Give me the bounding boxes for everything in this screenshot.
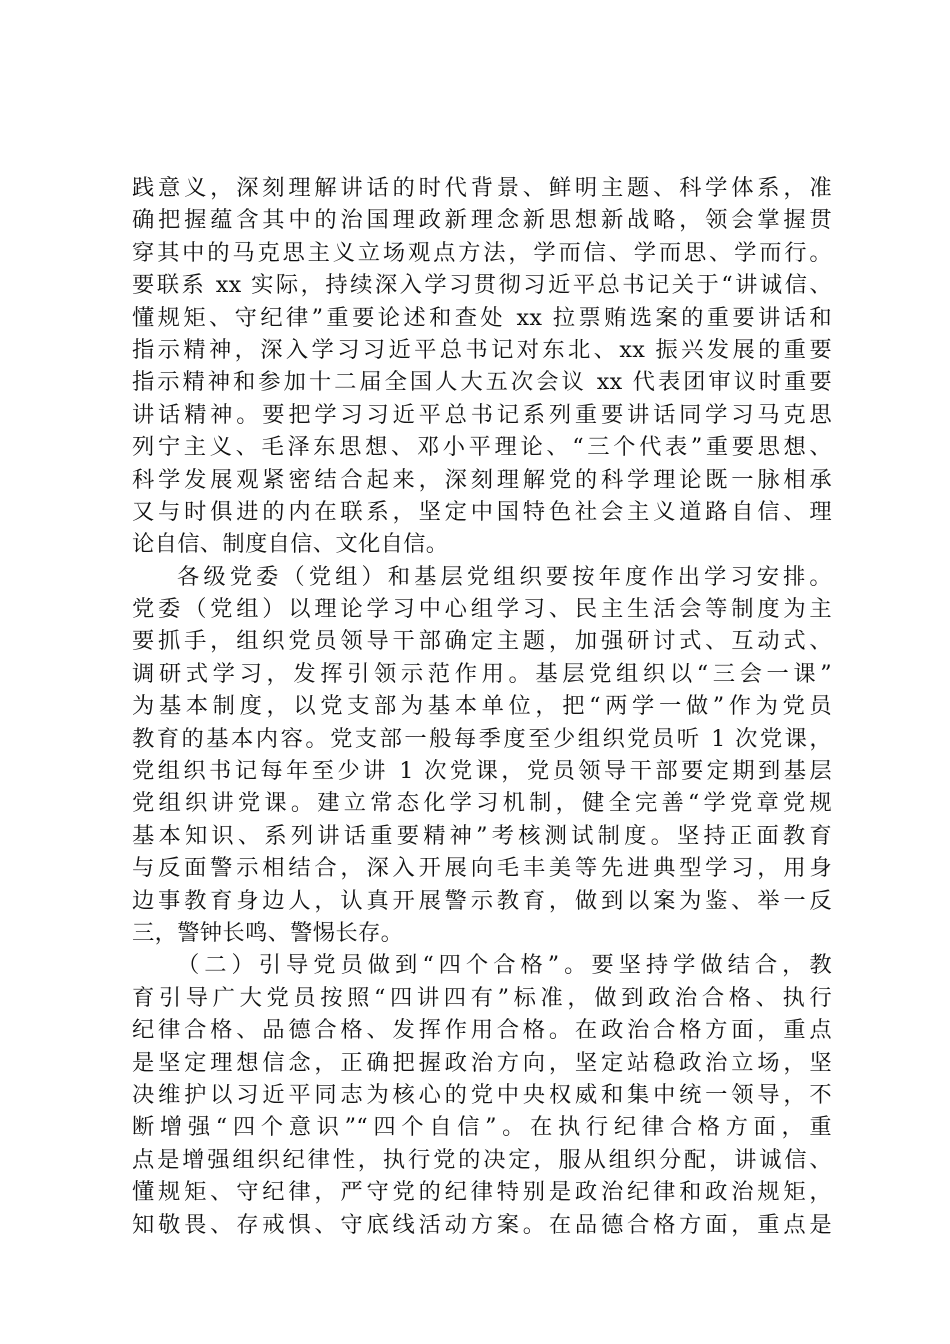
paragraph-line: 决维护以习近平同志为核心的党中央权威和集中统一领导，不 bbox=[132, 1081, 832, 1108]
paragraph-line: 与反面警示相结合，深入开展向毛丰美等先进典型学习，用身 bbox=[132, 855, 832, 882]
paragraph-line: 教育的基本内容。党支部一般每季度至少组织党员听 1 次党课， bbox=[132, 725, 832, 752]
paragraph-line: 党组织书记每年至少讲 1 次党课，党员领导干部要定期到基层 bbox=[132, 758, 832, 785]
paragraph-line: 列宁主义、毛泽东思想、邓小平理论、“三个代表”重要思想、 bbox=[132, 434, 832, 461]
paragraph-line: 穿其中的马克思主义立场观点方法，学而信、学而思、学而行。 bbox=[132, 239, 832, 266]
paragraph-line: 调研式学习，发挥引领示范作用。基层党组织以“三会一课” bbox=[132, 660, 832, 687]
paragraph-line: 指示精神和参加十二届全国人大五次会议 xx 代表团审议时重要 bbox=[132, 369, 832, 396]
document-body bbox=[132, 172, 832, 1241]
paragraph-line: 三，警钟长鸣、警惕长存。 bbox=[132, 919, 404, 946]
paragraph bbox=[132, 561, 832, 950]
paragraph-line: 育引导广大党员按照“四讲四有”标准，做到政治合格、执行 bbox=[132, 984, 832, 1011]
paragraph-line: 各级党委（党组）和基层党组织要按年度作出学习安排。 bbox=[177, 563, 832, 590]
paragraph-line: 知敬畏、存戒惧、守底线活动方案。在品德合格方面，重点是 bbox=[132, 1211, 832, 1238]
paragraph-line: 指示精神，深入学习习近平总书记对东北、xx 振兴发展的重要 bbox=[132, 336, 832, 363]
paragraph bbox=[132, 172, 832, 561]
paragraph-line: 党委（党组）以理论学习中心组学习、民主生活会等制度为主 bbox=[132, 596, 832, 623]
paragraph-line: 懂规矩、守纪律，严守党的纪律特别是政治纪律和政治规矩， bbox=[132, 1179, 832, 1206]
paragraph-line: 科学发展观紧密结合起来，深刻理解党的科学理论既一脉相承 bbox=[132, 466, 832, 493]
paragraph-line: 为基本制度，以党支部为基本单位，把“两学一做”作为党员 bbox=[132, 693, 832, 720]
paragraph-line: 确把握蕴含其中的治国理政新理念新思想新战略，领会掌握贯 bbox=[132, 207, 832, 234]
paragraph-line: 讲话精神。要把学习习近平总书记系列重要讲话同学习马克思 bbox=[132, 401, 832, 428]
paragraph-line: 断增强“四个意识”“四个自信”。在执行纪律合格方面，重 bbox=[132, 1114, 832, 1141]
paragraph-line: 懂规矩、守纪律”重要论述和查处 xx 拉票贿选案的重要讲话和 bbox=[132, 304, 832, 331]
paragraph-line: 要联系 xx 实际，持续深入学习贯彻习近平总书记关于“讲诚信、 bbox=[132, 272, 832, 299]
paragraph-line: 点是增强组织纪律性，执行党的决定，服从组织分配，讲诚信、 bbox=[132, 1146, 832, 1173]
paragraph-line: 纪律合格、品德合格、发挥作用合格。在政治合格方面，重点 bbox=[132, 1017, 832, 1044]
paragraph-line: 要抓手，组织党员领导干部确定主题，加强研讨式、互动式、 bbox=[132, 628, 832, 655]
paragraph-line: 践意义，深刻理解讲话的时代背景、鲜明主题、科学体系，准 bbox=[132, 175, 832, 201]
paragraph-line: 党组织讲党课。建立常态化学习机制，健全完善“学党章党规 bbox=[132, 790, 832, 817]
paragraph-line: 又与时俱进的内在联系，坚定中国特色社会主义道路自信、理 bbox=[132, 498, 832, 525]
paragraph-line: （二）引导党员做到“四个合格”。要坚持学做结合，教 bbox=[177, 952, 832, 979]
paragraph-line: 是坚定理想信念，正确把握政治方向，坚定站稳政治立场，坚 bbox=[132, 1049, 832, 1076]
paragraph-line: 基本知识、系列讲话重要精神”考核测试制度。坚持正面教育 bbox=[132, 822, 832, 849]
paragraph-line: 论自信、制度自信、文化自信。 bbox=[132, 531, 449, 558]
paragraph bbox=[132, 949, 832, 1241]
paragraph-line: 边事教育身边人，认真开展警示教育，做到以案为鉴、举一反 bbox=[132, 887, 832, 914]
